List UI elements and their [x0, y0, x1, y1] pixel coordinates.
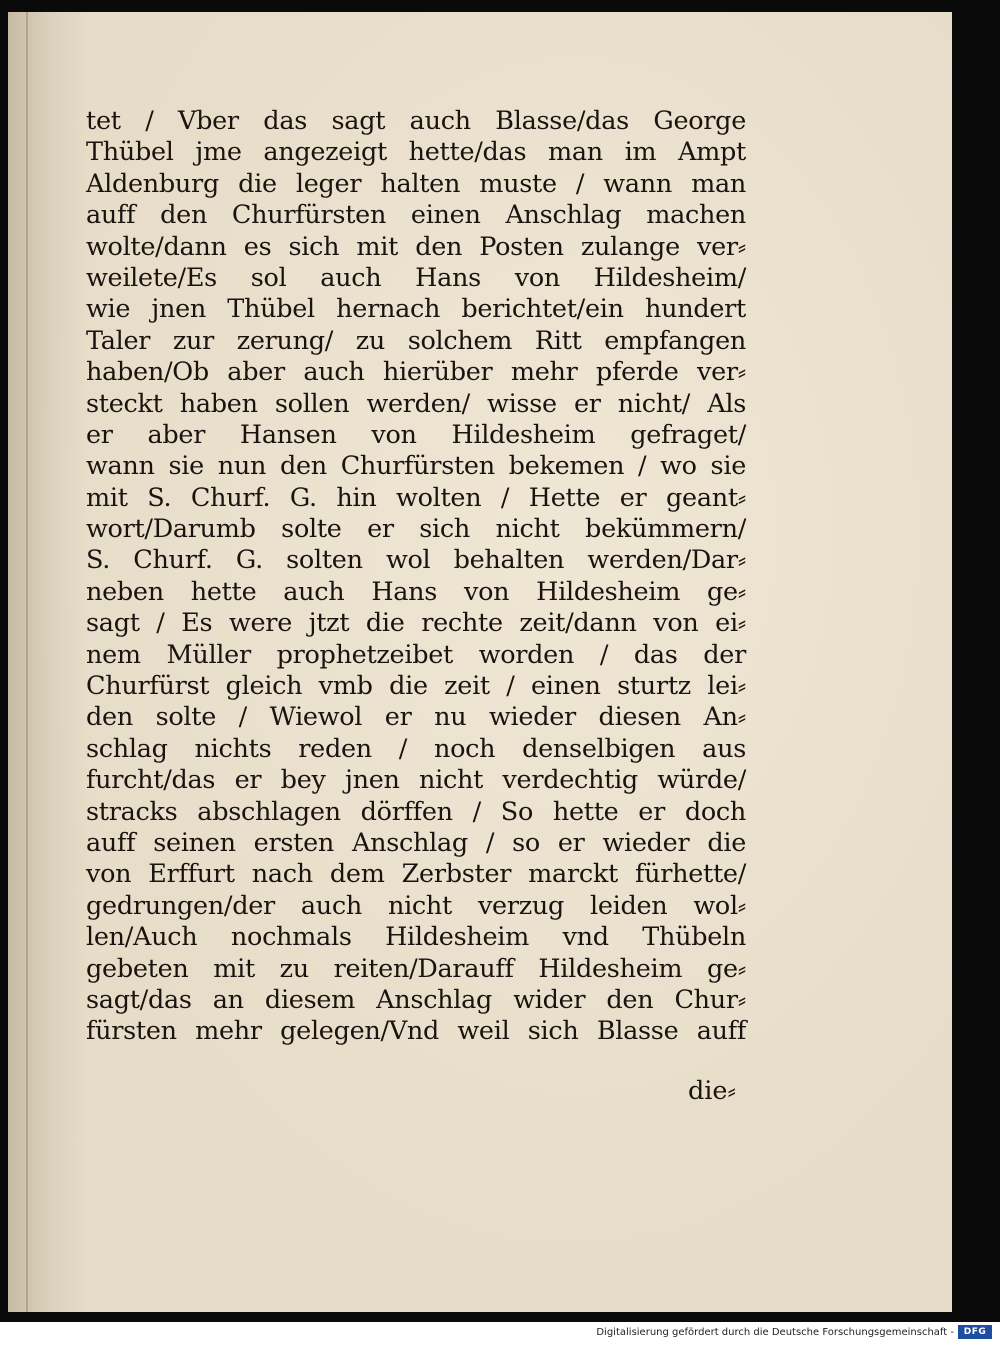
- text-line-3: Aldenburg die leger halten muste / wann man: [86, 168, 746, 199]
- text-line-29: sagt/das an diesem Anschlag wider den Chur⸗: [86, 984, 746, 1015]
- text-line-16: neben hette auch Hans von Hildesheim ge⸗: [86, 576, 746, 607]
- text-line-1: tet / Vber das sagt auch Blasse/das George: [86, 106, 746, 136]
- page-text: [86, 106, 746, 1048]
- text-line-24: auff seinen ersten Anschlag / so er wieder die: [86, 827, 746, 858]
- text-line-22: furcht/das er bey jnen nicht verdechtig würde/: [86, 765, 746, 796]
- text-line-15: S. Churf. G. solten wol behalten werden/Dar⸗: [86, 545, 746, 576]
- text-line-25: von Erffurt nach dem Zerbster marckt fürhette/: [86, 859, 746, 890]
- text-line-5: wolte/dann es sich mit den Posten zulange ver⸗: [86, 231, 746, 262]
- text-line-2: Thübel jme angezeigt hette/das man im Ampt: [86, 137, 746, 168]
- text-line-12: wann sie nun den Churfürsten bekemen / wo sie: [86, 451, 746, 482]
- catchword: die⸗: [687, 1076, 736, 1106]
- book-page: [8, 12, 952, 1312]
- text-line-10: steckt haben sollen werden/ wisse er nicht/ Als: [86, 388, 746, 419]
- text-line-19: Churfürst gleich vmb die zeit / einen sturtz lei⸗: [86, 671, 746, 702]
- text-line-17: sagt / Es were jtzt die rechte zeit/dann von ei⸗: [86, 608, 746, 639]
- text-line-23: stracks abschlagen dörffen / So hette er doch: [86, 796, 746, 827]
- text-line-14: wort/Darumb solte er sich nicht bekümmern/: [86, 514, 746, 545]
- text-line-6: weilete/Es sol auch Hans von Hildesheim/: [86, 262, 746, 293]
- text-line-28: gebeten mit zu reiten/Darauff Hildesheim ge⸗: [86, 953, 746, 984]
- text-line-7: wie jnen Thübel hernach berichtet/ein hundert: [86, 294, 746, 325]
- text-line-13: mit S. Churf. G. hin wolten / Hette er geant⸗: [86, 482, 746, 513]
- text-line-4: auff den Churfürsten einen Anschlag machen: [86, 200, 746, 231]
- text-line-21: schlag nichts reden / noch denselbigen aus: [86, 733, 746, 764]
- text-line-8: Taler zur zerung/ zu solchem Ritt empfangen: [86, 325, 746, 356]
- dfg-logo-icon: DFG: [958, 1325, 992, 1339]
- page-gutter: [26, 12, 28, 1312]
- digitization-credit: Digitalisierung gefördert durch die Deutsche Forschungsgemeinschaft -: [596, 1327, 954, 1338]
- text-line-20: den solte / Wiewol er nu wieder diesen An⸗: [86, 702, 746, 733]
- text-line-27: len/Auch nochmals Hildesheim vnd Thübeln: [86, 922, 746, 953]
- text-line-18: nem Müller prophetzeibet worden / das der: [86, 639, 746, 670]
- text-line-26: gedrungen/der auch nicht verzug leiden wol⸗: [86, 890, 746, 921]
- text-line-9: haben/Ob aber auch hierüber mehr pferde ver⸗: [86, 357, 746, 388]
- text-line-11: er aber Hansen von Hildesheim gefraget/: [86, 419, 746, 450]
- text-line-30: fürsten mehr gelegen/Vnd weil sich Blasse auff: [86, 1016, 746, 1047]
